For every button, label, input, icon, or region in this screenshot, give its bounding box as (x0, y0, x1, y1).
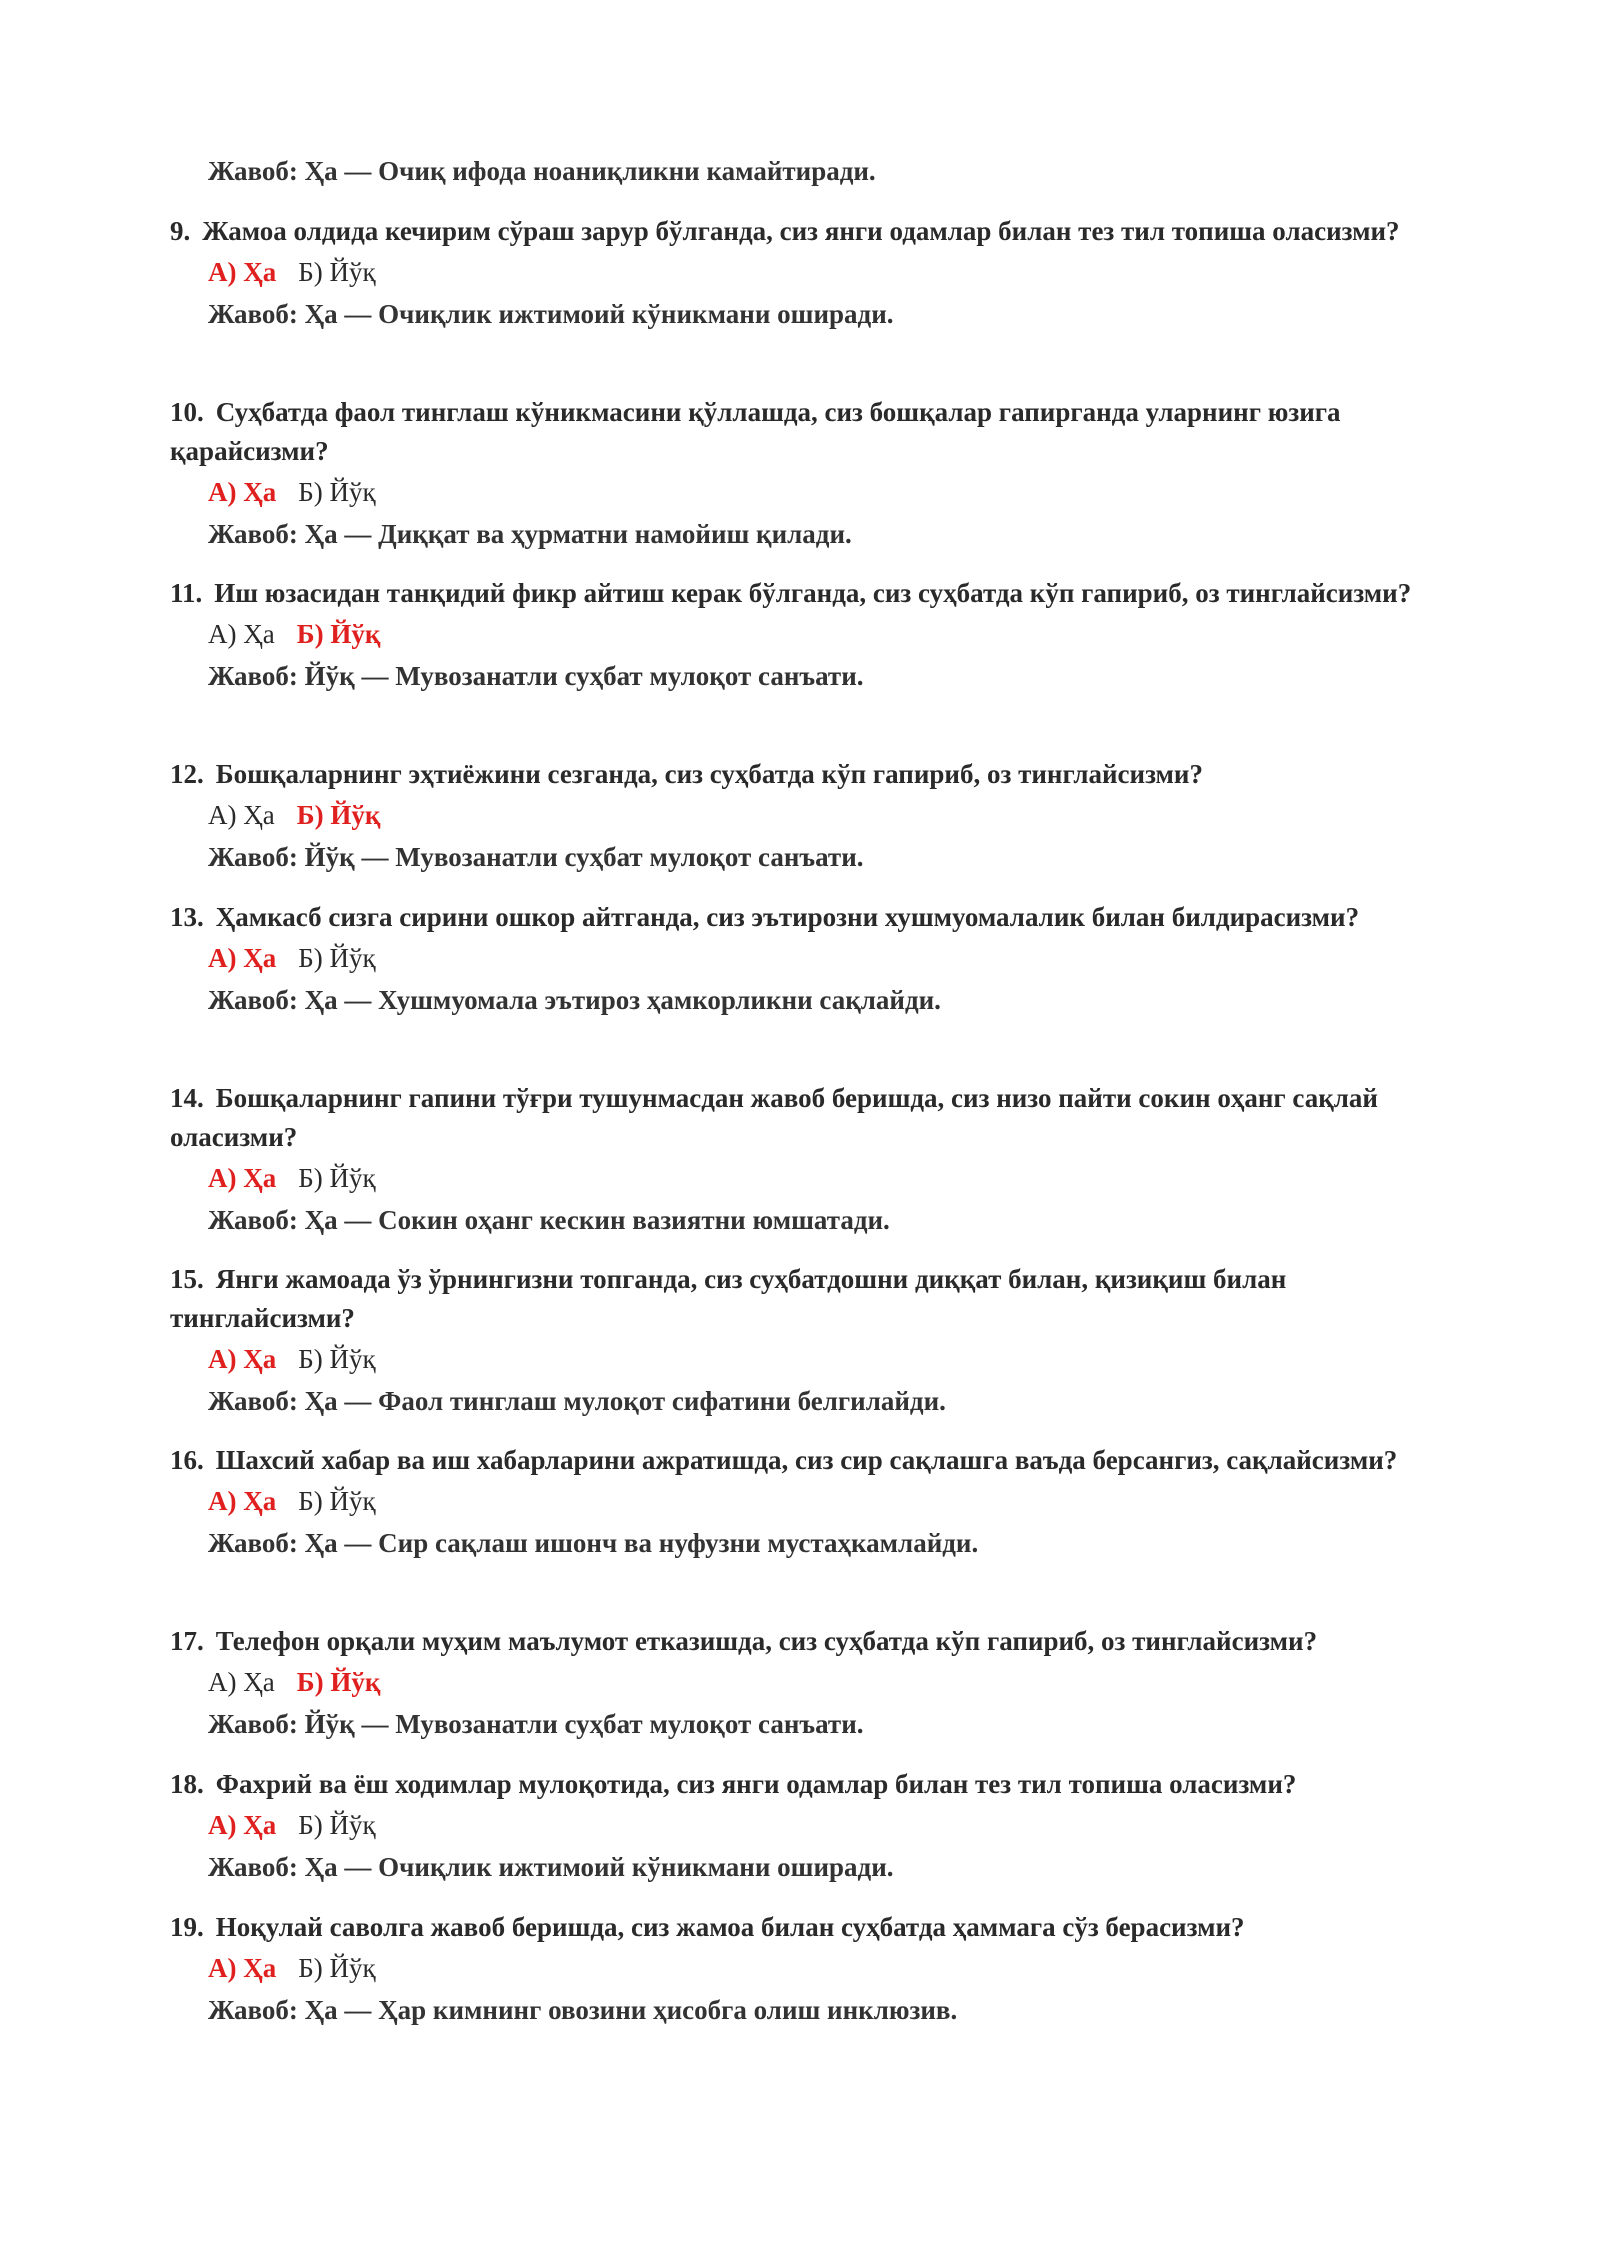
options-row (208, 1338, 1460, 1380)
question-block-13 (170, 898, 1460, 1021)
option-b[interactable]: Б) Йўқ (298, 943, 376, 973)
answer-line: Жавоб: Ҳа — Очиқлик ижтимоий кўникмани оширади. (208, 299, 894, 329)
option-b[interactable]: Б) Йўқ (298, 477, 376, 507)
answer-line: Жавоб: Йўқ — Мувозанатли суҳбат мулоқот санъати. (208, 842, 864, 872)
question-block-9 (170, 212, 1460, 335)
option-b[interactable]: Б) Йўқ (298, 1486, 376, 1516)
answer-line: Жавоб: Ҳа — Очиқ ифода ноаниқликни камайтиради. (208, 156, 876, 186)
question-block-19 (170, 1908, 1460, 2031)
option-b[interactable]: Б) Йўқ (298, 1344, 376, 1374)
question-block-15 (170, 1260, 1460, 1422)
answer-carryover (170, 150, 1460, 192)
question-number: 15. (170, 1264, 204, 1294)
option-b[interactable]: Б) Йўқ (298, 1953, 376, 1983)
options-row (208, 471, 1460, 513)
question-text (170, 1260, 1460, 1338)
option-a[interactable]: А) Ҳа (208, 257, 277, 287)
options-row (208, 613, 1460, 655)
question-number: 14. (170, 1083, 204, 1113)
option-a[interactable]: А) Ҳа (208, 1344, 277, 1374)
question-block-16 (170, 1441, 1460, 1564)
question-text (170, 755, 1460, 794)
question-number: 17. (170, 1626, 204, 1656)
question-text (170, 1079, 1460, 1157)
options-row (208, 794, 1460, 836)
question-number: 11. (170, 578, 203, 608)
question-body: Иш юзасидан танқидий фикр айтиш керак бўлганда, сиз суҳбатда кўп гапириб, оз тинглайсизми? (214, 578, 1412, 608)
question-number: 19. (170, 1912, 204, 1942)
question-block-17 (170, 1622, 1460, 1745)
question-block-12 (170, 755, 1460, 878)
question-text (170, 1908, 1460, 1947)
option-b[interactable]: Б) Йўқ (296, 800, 381, 830)
option-a[interactable]: А) Ҳа (208, 943, 277, 973)
question-body: Бошқаларнинг гапини тўғри тушунмасдан жавоб беришда, сиз низо пайти сокин оҳанг сақлай оласизми? (170, 1083, 1378, 1152)
question-body: Янги жамоада ўз ўрнингизни топганда, сиз суҳбатдошни диққат билан, қизиқиш билан тинглайсизми? (170, 1264, 1287, 1333)
question-body: Суҳбатда фаол тинглаш кўникмасини қўллашда, сиз бошқалар гапирганда уларнинг юзига қарайсизми? (170, 397, 1341, 466)
answer-line: Жавоб: Ҳа — Очиқлик ижтимоий кўникмани оширади. (208, 1852, 894, 1882)
options-row (208, 1804, 1460, 1846)
question-body: Жамоа олдида кечирим сўраш зарур бўлганда, сиз янги одамлар билан тез тил топиша оласизми? (202, 216, 1400, 246)
options-row (208, 1661, 1460, 1703)
question-text (170, 212, 1460, 251)
answer-line: Жавоб: Ҳа — Хушмуомала эътироз ҳамкорликни сақлайди. (208, 985, 941, 1015)
option-a[interactable]: А) Ҳа (208, 1486, 277, 1516)
question-number: 18. (170, 1769, 204, 1799)
answer-line: Жавоб: Йўқ — Мувозанатли суҳбат мулоқот санъати. (208, 661, 864, 691)
question-body: Ноқулай саволга жавоб беришда, сиз жамоа билан суҳбатда ҳаммага сўз берасизми? (215, 1912, 1245, 1942)
options-row (208, 1480, 1460, 1522)
question-body: Ҳамкасб сизга сирини ошкор айтганда, сиз эътирозни хушмуомалалик билан билдирасизми? (215, 902, 1360, 932)
option-a[interactable]: А) Ҳа (208, 800, 275, 830)
option-a[interactable]: А) Ҳа (208, 1953, 277, 1983)
answer-line: Жавоб: Ҳа — Сир сақлаш ишонч ва нуфузни мустаҳкамлайди. (208, 1528, 979, 1558)
question-text (170, 1441, 1460, 1480)
question-block-14 (170, 1079, 1460, 1241)
option-a[interactable]: А) Ҳа (208, 477, 277, 507)
options-row (208, 937, 1460, 979)
question-block-11 (170, 574, 1460, 697)
question-body: Бошқаларнинг эҳтиёжини сезганда, сиз суҳбатда кўп гапириб, оз тинглайсизми? (215, 759, 1203, 789)
option-a[interactable]: А) Ҳа (208, 1810, 277, 1840)
question-number: 16. (170, 1445, 204, 1475)
options-row (208, 251, 1460, 293)
question-number: 10. (170, 397, 204, 427)
answer-line: Жавоб: Ҳа — Ҳар кимнинг овозини ҳисобга олиш инклюзив. (208, 1995, 958, 2025)
answer-line: Жавоб: Ҳа — Фаол тинглаш мулоқот сифатини белгилайди. (208, 1386, 946, 1416)
option-a[interactable]: А) Ҳа (208, 1163, 277, 1193)
question-text (170, 898, 1460, 937)
option-b[interactable]: Б) Йўқ (296, 1667, 381, 1697)
option-b[interactable]: Б) Йўқ (298, 257, 376, 287)
question-body: Телефон орқали муҳим маълумот етказишда, сиз суҳбатда кўп гапириб, оз тинглайсизми? (215, 1626, 1318, 1656)
question-text (170, 574, 1460, 613)
answer-line: Жавоб: Ҳа — Диққат ва ҳурматни намойиш қилади. (208, 519, 852, 549)
option-b[interactable]: Б) Йўқ (296, 619, 381, 649)
question-block-10 (170, 393, 1460, 555)
option-b[interactable]: Б) Йўқ (298, 1810, 376, 1840)
answer-line: Жавоб: Ҳа — Сокин оҳанг кескин вазиятни юмшатади. (208, 1205, 890, 1235)
question-text (170, 1765, 1460, 1804)
question-number: 9. (170, 216, 191, 246)
option-a[interactable]: А) Ҳа (208, 1667, 275, 1697)
question-number: 12. (170, 759, 204, 789)
option-b[interactable]: Б) Йўқ (298, 1163, 376, 1193)
question-block-18 (170, 1765, 1460, 1888)
question-body: Шахсий хабар ва иш хабарларини ажратишда, сиз сир сақлашга ваъда берсангиз, сақлайсизми? (215, 1445, 1398, 1475)
question-text (170, 1622, 1460, 1661)
option-a[interactable]: А) Ҳа (208, 619, 275, 649)
options-row (208, 1157, 1460, 1199)
question-number: 13. (170, 902, 204, 932)
question-body: Фахрий ва ёш ходимлар мулоқотида, сиз янги одамлар билан тез тил топиша оласизми? (215, 1769, 1297, 1799)
answer-line: Жавоб: Йўқ — Мувозанатли суҳбат мулоқот санъати. (208, 1709, 864, 1739)
options-row (208, 1947, 1460, 1989)
question-text (170, 393, 1460, 471)
